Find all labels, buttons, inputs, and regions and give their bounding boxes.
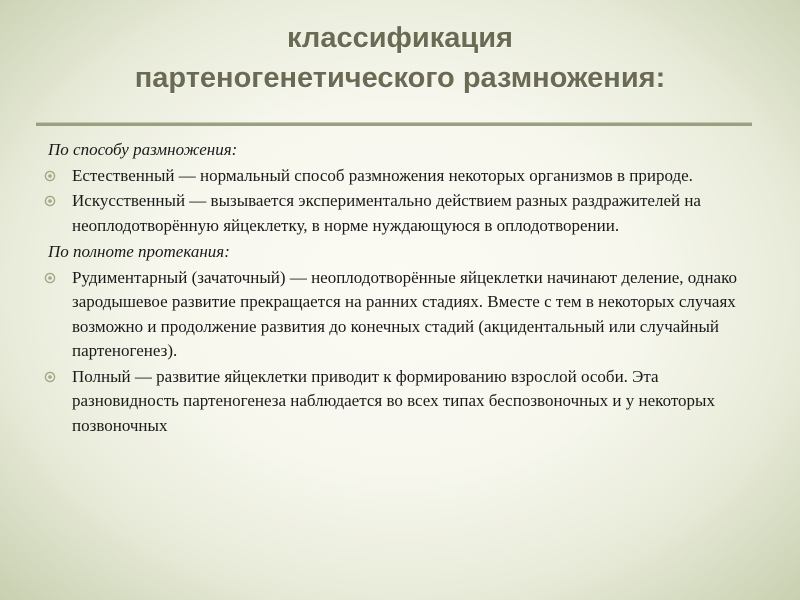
list-item (44, 365, 750, 439)
bullet-circle-icon (44, 371, 56, 383)
list-item-text: Полный — развитие яйцеклетки приводит к формированию взрослой особи. Эта разновидность партеногенеза наблюдается во всех типах беспозвоночных и у некоторых позвоночных (72, 366, 715, 435)
bullet-circle-icon (44, 195, 56, 207)
list-item (44, 189, 750, 238)
bullet-circle-icon (44, 170, 56, 182)
bullet-circle-icon (44, 272, 56, 284)
list-item-text: Искусственный — вызывается экспериментально действием разных раздражителей на неоплодотворённую яйцеклетку, в норме нуждающуюся в оплодотворении. (72, 191, 701, 235)
section-heading-method: По способу размножения: (48, 140, 238, 159)
section-heading-completeness: По полноте протекания: (48, 242, 230, 261)
slide-body (44, 136, 750, 439)
title-divider (36, 122, 752, 126)
list-item (44, 164, 750, 189)
title-line-1: классификация (287, 22, 513, 54)
list-item-text: Рудиментарный (зачаточный) — неоплодотворённые яйцеклетки начинают деление, однако зародышевое развитие прекращается на ранних стадиях. Вместе с тем в некоторых случаях возможно и продолжение развития до конечных стадий (акцидентальный или случайный партеногенез). (72, 267, 737, 360)
title-line-2: партеногенетического размножения: (134, 62, 666, 94)
list-item-text: Естественный — нормальный способ размножения некоторых организмов в природе. (72, 165, 693, 185)
list-item (44, 266, 750, 364)
slide-title (40, 18, 760, 98)
